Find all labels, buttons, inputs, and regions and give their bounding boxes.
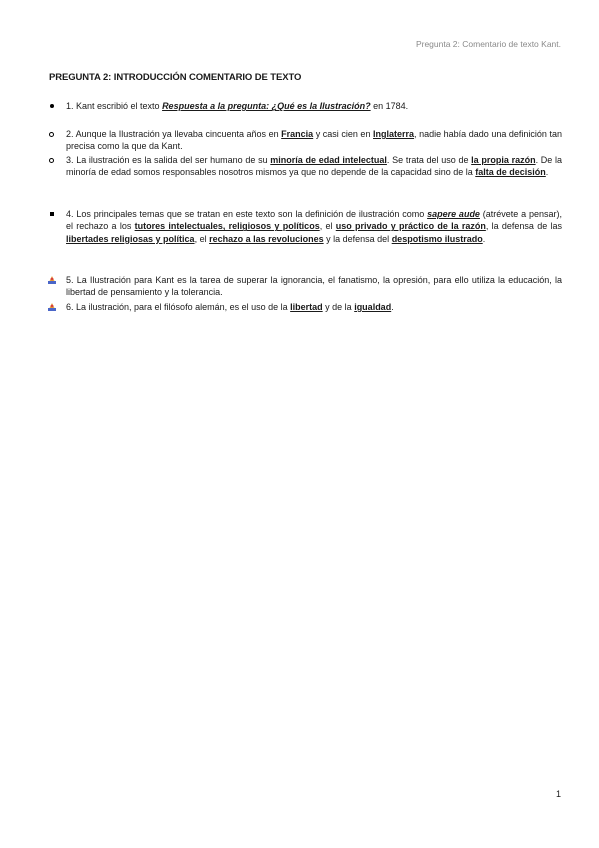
- item-text: y de la: [322, 302, 355, 312]
- emphasized-text: libertad: [290, 302, 323, 312]
- list-item: [66, 274, 562, 299]
- dot-bullet-icon: [48, 100, 58, 112]
- list-item: [66, 154, 562, 179]
- emphasized-text: falta de decisión: [475, 167, 546, 178]
- item-text: 6. La ilustración, para el filósofo alemán, es el uso de la: [66, 302, 291, 312]
- item-text: . Se trata del uso de: [386, 155, 472, 165]
- emphasized-text: igualdad: [354, 302, 392, 312]
- item-text: en 1784.: [370, 101, 409, 111]
- emphasized-text: libertades religiosas y política: [66, 233, 195, 244]
- emphasized-text: rechazo a las revoluciones: [209, 233, 324, 244]
- list-item: [66, 100, 562, 112]
- list-item: [66, 208, 562, 245]
- list-item: [66, 301, 562, 313]
- circle-bullet-icon: [48, 128, 58, 140]
- emphasized-text: Respuesta a la pregunta: ¿Qué es la Ilustración?: [162, 101, 371, 111]
- list-item: [66, 128, 562, 153]
- emphasized-text: Inglaterra: [373, 129, 415, 139]
- emphasized-text: la propia razón: [471, 155, 536, 165]
- item-text: 2. Aunque la Ilustración ya llevaba cincuenta años en: [66, 129, 282, 139]
- section-title: PREGUNTA 2: INTRODUCCIÓN COMENTARIO DE TEXTO: [49, 72, 302, 83]
- picture-bullet-icon: [48, 274, 58, 286]
- emphasized-text: sapere aude: [427, 209, 480, 219]
- emphasized-text: uso privado y práctico de la razón: [335, 221, 486, 232]
- emphasized-text: despotismo ilustrado: [391, 233, 483, 244]
- item-text: .: [545, 167, 549, 178]
- item-text: y la defensa del: [323, 233, 392, 244]
- item-text: y casi cien en: [313, 129, 374, 139]
- emphasized-text: minoría de edad intelectual: [270, 155, 387, 165]
- item-text: . De la minoría de edad somos responsables nosotros mismos ya que no depende de la capacidad sino de la: [66, 155, 563, 178]
- item-text: (atrévete a pensar), el rechazo a los: [66, 209, 563, 232]
- circle-bullet-icon: [48, 154, 58, 166]
- item-text: , la defensa de las: [485, 221, 562, 232]
- square-bullet-icon: [48, 208, 58, 220]
- page-number: 1: [555, 789, 561, 799]
- emphasized-text: tutores intelectuales, religiosos y políticos: [134, 221, 320, 232]
- emphasized-text: Francia: [281, 129, 314, 139]
- running-header: Pregunta 2: Comentario de texto Kant.: [415, 39, 561, 49]
- item-text: 1. Kant escribió el texto: [66, 101, 163, 111]
- item-text: , el: [319, 221, 336, 232]
- item-text: 5. La Ilustración para Kant es la tarea de superar la ignorancia, el fanatismo, la opresión, para ello utiliza la educación, la libertad de pensamiento y la tolerancia.: [66, 275, 562, 298]
- item-text: , el: [194, 233, 210, 244]
- item-text: , nadie había dado una definición tan precisa como la que da Kant.: [66, 129, 562, 152]
- picture-bullet-icon: [48, 301, 58, 313]
- item-text: .: [391, 302, 394, 312]
- item-text: 4. Los principales temas que se tratan en este texto son la definición de ilustración como: [66, 209, 428, 219]
- item-text: .: [482, 233, 486, 244]
- item-text: 3. La ilustración es la salida del ser humano de su: [66, 155, 271, 165]
